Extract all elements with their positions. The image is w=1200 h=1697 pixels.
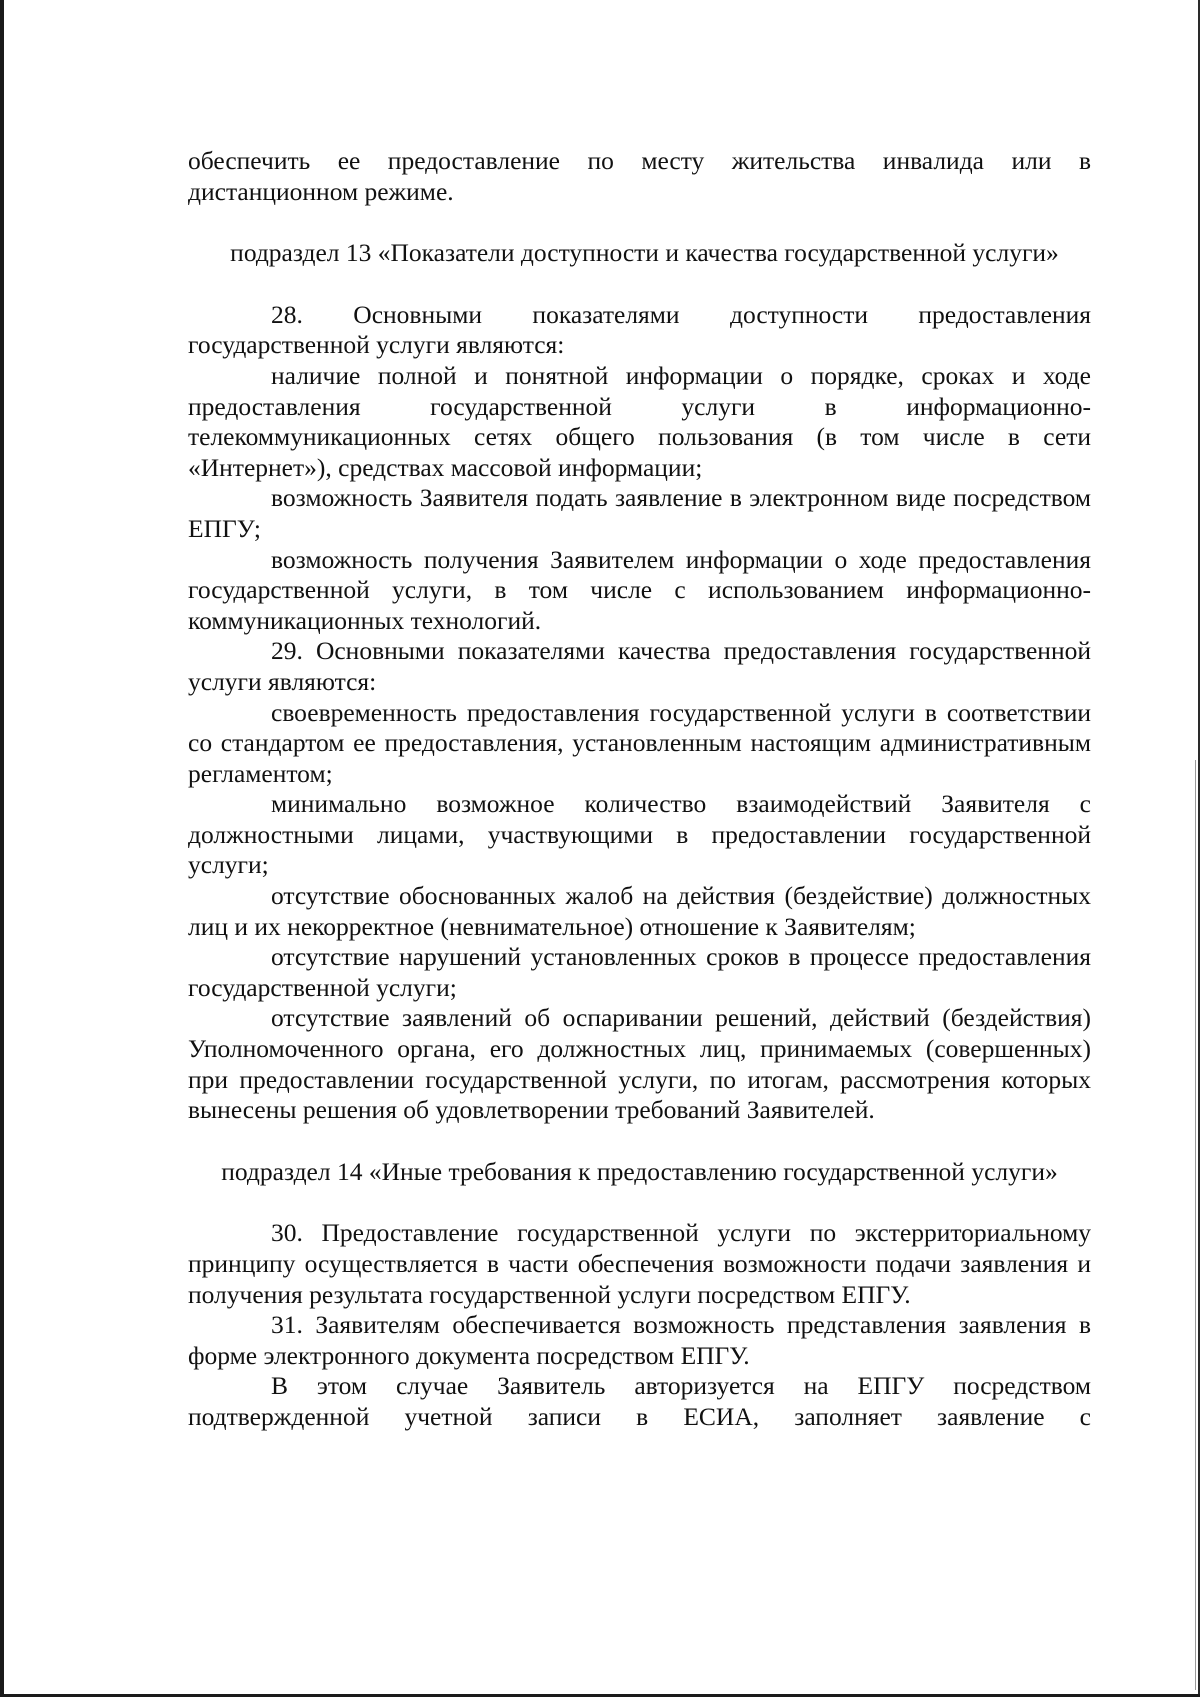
- paragraph-29-item-4: отсутствие нарушений установленных сроков в процессе предоставления государственной услуги;: [188, 942, 1091, 1002]
- paragraph-29-item-3: отсутствие обоснованных жалоб на действия (бездействие) должностных лиц и их некорректное (невнимательное) отношение к Заявителям;: [188, 881, 1091, 941]
- subsection-heading-13: подраздел 13 «Показатели доступности и качества государственной услуги»: [230, 238, 1059, 268]
- paragraph-29-item-5: отсутствие заявлений об оспаривании решений, действий (бездействия) Уполномоченного органа, его должностных лиц, принимаемых (совершенных) при предоставлении государственной услуги, по итогам, рассмотрения которых вынесены решения об удовлетворении требований Заявителей.: [188, 1003, 1091, 1125]
- paragraph-28-item-3: возможность получения Заявителем информации о ходе предоставления государственной услуги, в том числе с использованием информационно-коммуникационных технологий.: [188, 544, 1091, 635]
- paragraph-31: 31. Заявителям обеспечивается возможность представления заявления в форме электронного документа посредством ЕПГУ.: [188, 1310, 1091, 1370]
- scan-edge-mark: [1195, 760, 1196, 1690]
- scan-edge-left: [0, 0, 4, 1697]
- spacer: [188, 207, 1091, 238]
- paragraph-29-item-1: своевременность предоставления государственной услуги в соответствии со стандартом ее предоставления, установленным настоящим административным регламентом;: [188, 697, 1091, 788]
- paragraph-30: 30. Предоставление государственной услуги по экстерриториальному принципу осуществляется в части обеспечения возможности подачи заявления и получения результата государственной услуги посредством ЕПГУ.: [188, 1218, 1091, 1309]
- paragraph-31-continuation: В этом случае Заявитель авторизуется на ЕПГУ посредством подтвержденной учетной записи в ЕСИА, заполняет заявление с: [188, 1371, 1091, 1431]
- spacer: [188, 1126, 1091, 1157]
- spacer: [188, 269, 1091, 300]
- paragraph-29-item-2: минимально возможное количество взаимодействий Заявителя с должностными лицами, участвующими в предоставлении государственной услуги;: [188, 789, 1091, 880]
- paragraph-28: 28. Основными показателями доступности предоставления государственной услуги являются:: [188, 299, 1091, 360]
- paragraph-29: 29. Основными показателями качества предоставления государственной услуги являются:: [188, 636, 1091, 696]
- paragraph-28-item-1: наличие полной и понятной информации о порядке, сроках и ходе предоставления государственной услуги в информационно-телекоммуникационных сетях общего пользования (в том числе в сети «Интернет»), средствах массовой информации;: [188, 360, 1091, 482]
- document-body: [188, 146, 1091, 1433]
- paragraph-28-item-2: возможность Заявителя подать заявление в электронном виде посредством ЕПГУ;: [188, 483, 1091, 543]
- subsection-heading-14: подраздел 14 «Иные требования к предоставлению государственной услуги»: [221, 1156, 1058, 1186]
- spacer: [188, 1187, 1091, 1218]
- paragraph-continuation: обеспечить ее предоставление по месту жительства инвалида или в дистанционном режиме.: [188, 146, 1091, 206]
